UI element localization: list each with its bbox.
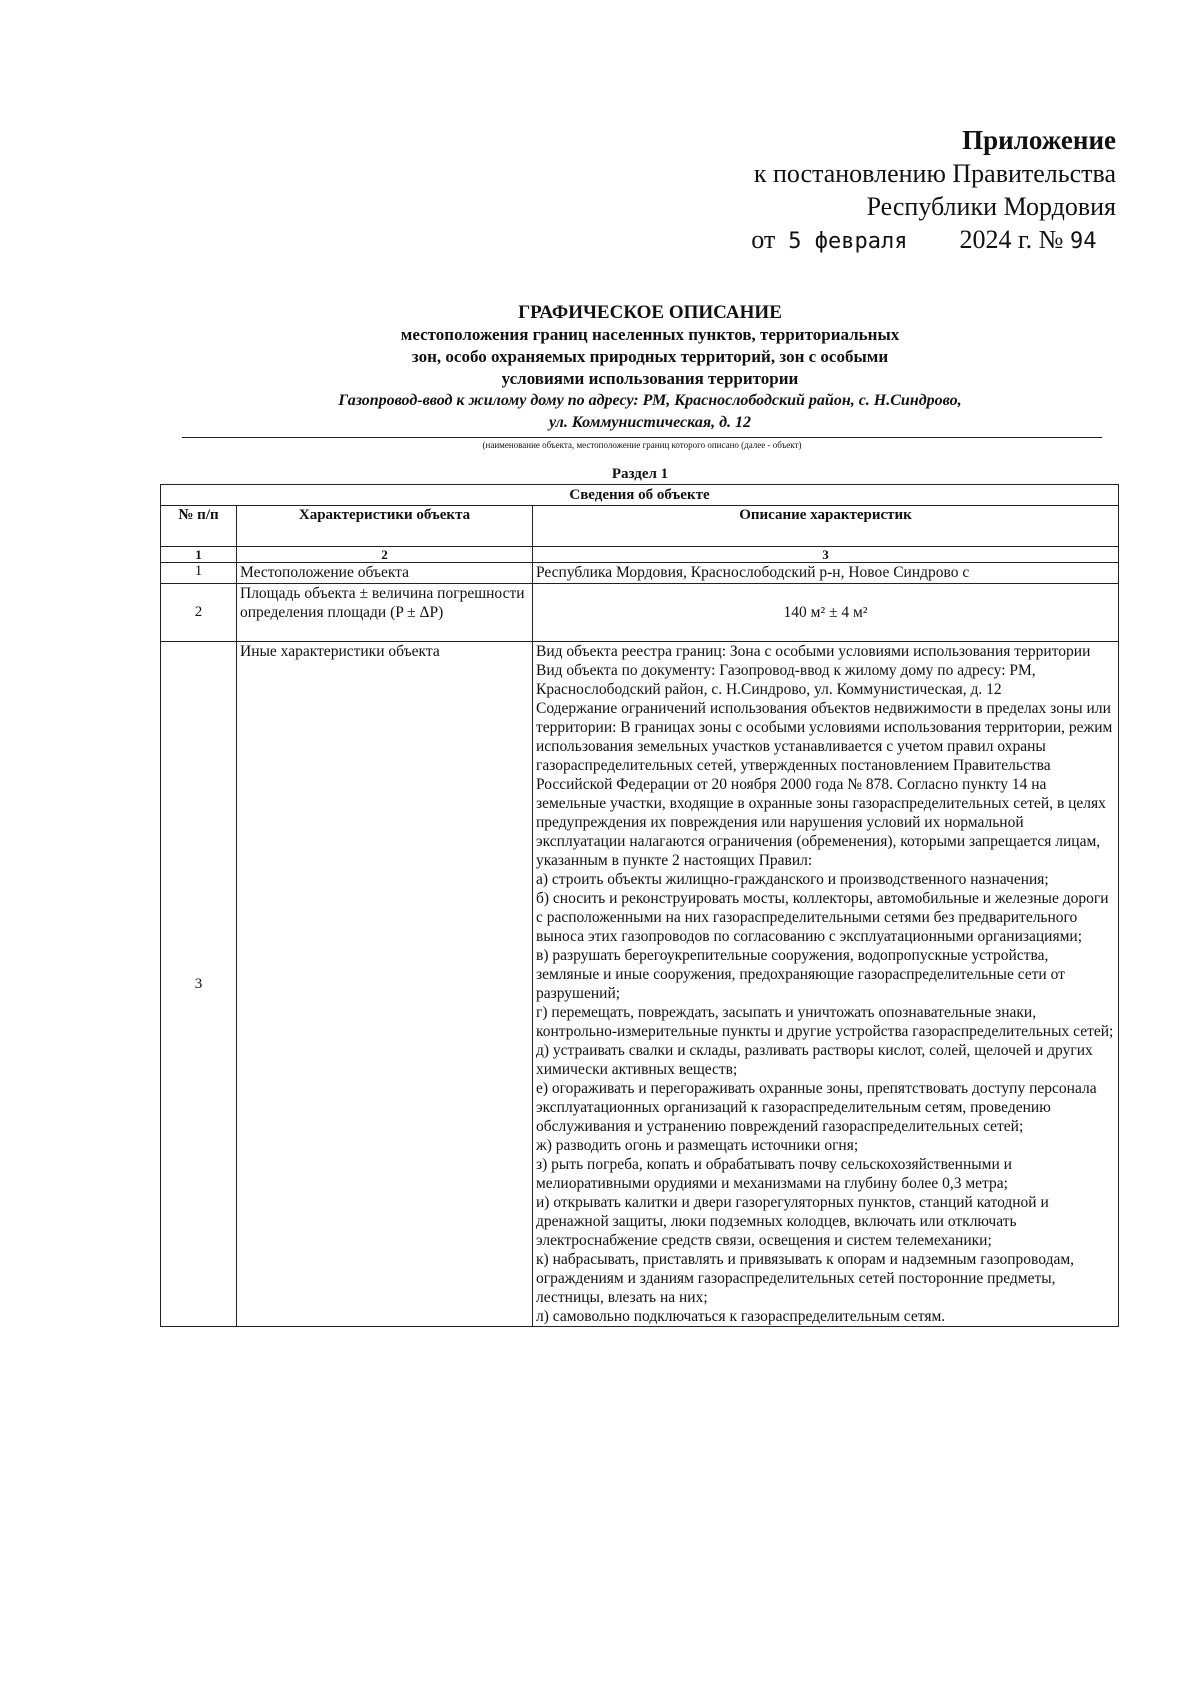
heading-subtitle-1: местоположения границ населенных пунктов, территориальных	[400, 325, 900, 344]
description-paragraph: Содержание ограничений использования объектов недвижимости в пределах зоны или территории: В границах зоны с особыми условиями использования территории, режим использования земельных участков устанавливается с учетом правил охраны газораспределительных сетей, утвержденных постановлением Правительства Российской Федерации от 20 ноября 2000 года № 878. Согласно пункту 14 на земельные участки, входящие в охранные зоны газораспределительных сетей, в целях предупреждения их повреждения или нарушения условий их нормальной эксплуатации налагаются ограничения (обременения), которыми запрещается лицам, указанным в пункте 2 настоящих Правил:	[536, 700, 1113, 869]
date-year: 2024 г. №	[959, 225, 1064, 254]
description-paragraph: е) огораживать и перегораживать охранные зоны, препятствовать доступу персонала эксплуатационных организаций к газораспределительным сетям, проведению обслуживания и устранению повреждений газораспределительных сетей;	[536, 1080, 1097, 1135]
description-paragraph: и) открывать калитки и двери газорегуляторных пунктов, станций катодной и дренажной защиты, люки подземных колодцев, включать или отключать электроснабжение средств связи, освещения и систем телемеханики;	[536, 1194, 1049, 1249]
row-number: 2	[161, 584, 237, 642]
document-heading	[160, 302, 1140, 434]
row-value: 140 м² ± 4 м²	[533, 584, 1119, 642]
description-paragraph: б) сносить и реконструировать мосты, коллекторы, автомобильные и железные дороги с расположенными на них газораспределительными сетями без предварительного выноса этих газопроводов по согласованию с эксплуатационными организациями;	[536, 890, 1109, 945]
row-number: 1	[161, 563, 237, 584]
heading-subtitle-3: условиями использования территории	[501, 369, 799, 388]
row-value: Республика Мордовия, Краснослободский р-н, Новое Синдрово с	[533, 563, 1119, 584]
row-number: 3	[161, 642, 237, 1327]
date-prefix: от	[751, 225, 776, 254]
description-paragraph: г) перемещать, повреждать, засыпать и уничтожать опознавательные знаки, контрольно-измерительные пункты и другие устройства газораспределительных сетей;	[536, 1004, 1114, 1040]
row-value-description	[533, 642, 1119, 1327]
description-paragraph: Вид объекта реестра границ: Зона с особыми условиями использования территории	[536, 643, 1091, 660]
appendix-block	[751, 124, 1116, 258]
column-header-characteristics: Характеристики объекта	[237, 506, 533, 547]
description-paragraph: к) набрасывать, приставлять и привязывать к опорам и надземным газопроводам, ограждениям и зданиям газораспределительных сетей посторонние предметы, лестницы, влезать на них;	[536, 1251, 1075, 1306]
description-paragraph: в) разрушать берегоукрепительные сооружения, водопропускные устройства, земляные и иные сооружения, предохраняющие газораспределительные сети от разрушений;	[536, 947, 1065, 1002]
description-paragraph: д) устраивать свалки и склады, разливать растворы кислот, солей, щелочей и других химически активных веществ;	[536, 1042, 1093, 1078]
row-name: Местоположение объекта	[237, 563, 533, 584]
description-paragraph: а) строить объекты жилищно-гражданского и производственного назначения;	[536, 871, 1049, 888]
row-name: Иные характеристики объекта	[237, 642, 533, 1327]
description-paragraph: Вид объекта по документу: Газопровод-ввод к жилому дому по адресу: РМ, Краснослободский район, с. Н.Синдрово, ул. Коммунистическая, д. 12	[536, 662, 1036, 698]
appendix-title: Приложение	[962, 125, 1116, 155]
table-row	[161, 563, 1119, 584]
object-underline	[182, 437, 1102, 438]
section-title: Раздел 1	[611, 466, 669, 482]
description-paragraph: ж) разводить огонь и размещать источники огня;	[536, 1137, 859, 1154]
appendix-line-2: Республики Мордовия	[866, 192, 1116, 221]
table-row	[161, 642, 1119, 1327]
object-info-table	[160, 484, 1119, 1327]
table-row	[161, 584, 1119, 642]
row-name: Площадь объекта ± величина погрешности определения площади (P ± ΔP)	[237, 584, 533, 642]
heading-title: ГРАФИЧЕСКОЕ ОПИСАНИЕ	[518, 302, 782, 323]
object-name-1: Газопровод-ввод к жилому дому по адресу: РМ, Краснослободский район, с. Н.Синдрово,	[338, 392, 962, 409]
document-number: 94	[1070, 229, 1097, 254]
object-name-2: ул. Коммунистическая, д. 12	[548, 414, 752, 431]
column-number-3: 3	[533, 547, 1119, 563]
description-paragraph: з) рыть погреба, копать и обрабатывать почву сельскохозяйственными и мелиоративными орудиями и механизмами на глубину более 0,3 метра;	[536, 1156, 1012, 1192]
date-day: 5 февраля	[788, 229, 908, 254]
description-paragraph: л) самовольно подключаться к газораспределительным сетям.	[536, 1308, 946, 1325]
column-header-description: Описание характеристик	[533, 506, 1119, 547]
table-caption: Сведения об объекте	[161, 485, 1119, 506]
column-number-1: 1	[161, 547, 237, 563]
column-number-2: 2	[237, 547, 533, 563]
appendix-date	[751, 223, 1116, 258]
object-caption: (наименование объекта, местоположение границ которого описано (далее - объект)	[482, 440, 802, 450]
appendix-line-1: к постановлению Правительства	[753, 159, 1116, 188]
column-header-number: № п/п	[161, 506, 237, 547]
heading-subtitle-2: зон, особо охраняемых природных территорий, зон с особыми	[411, 347, 889, 366]
